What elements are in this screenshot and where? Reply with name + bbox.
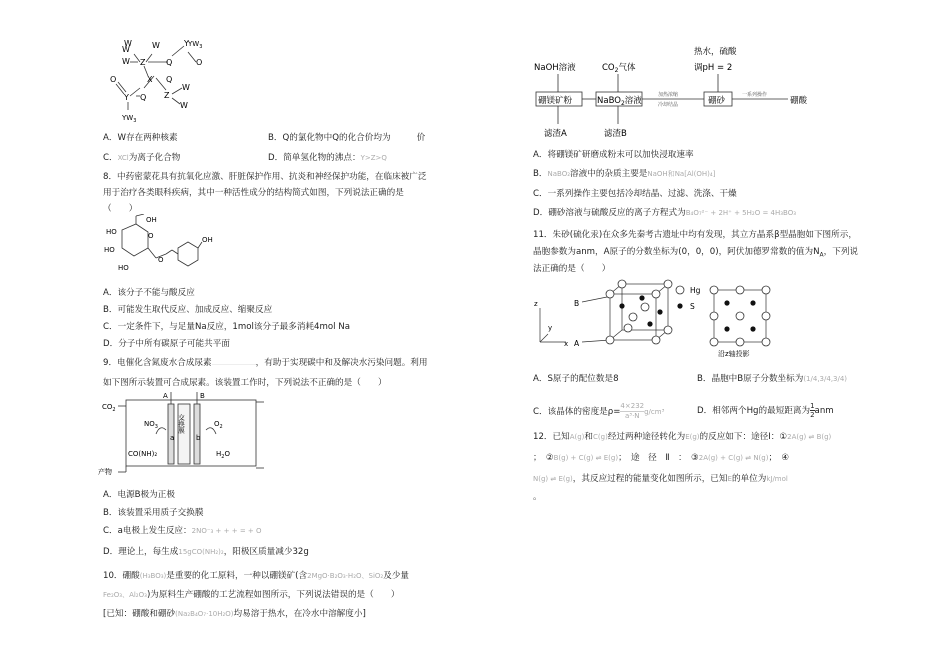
flow-box-nabo2: NaBO$_2$溶液 bbox=[597, 96, 642, 107]
q11-option-d[interactable]: D．相邻两个Hg的最短距离为 $\frac{1}{2}$ anm bbox=[697, 402, 834, 419]
q8-paren: （ ） bbox=[103, 204, 138, 214]
flow-arrow-label-3: 一系列操作 bbox=[742, 92, 768, 98]
q10-flow-diagram bbox=[528, 40, 828, 140]
q11-stem-line1: 11．朱砂(硫化汞)在众多先秦考古遗址中均有发现，其立方晶系β型晶胞如下图所示， bbox=[533, 230, 857, 240]
fig-q3: Q bbox=[166, 75, 173, 84]
q8-stem-line2: 用于治疗各类眼科疾病，其中一种活性成分的结构简式如图，下列说法正确的是 bbox=[103, 188, 404, 198]
q7-option-a[interactable]: A．W存在两种核素 bbox=[103, 133, 178, 143]
q7-structure-figure bbox=[100, 38, 230, 126]
q11-axis-x: x bbox=[564, 340, 569, 348]
fig-w1: W bbox=[124, 39, 132, 48]
q8-ho-2: HO bbox=[104, 246, 115, 254]
q11-projection-label: 沿z轴投影 bbox=[718, 350, 750, 358]
fig-z1: Z bbox=[140, 58, 146, 67]
q11-option-b[interactable]: B．晶胞中B原子分数坐标为(1/4,3/4,3/4) bbox=[697, 374, 848, 384]
q11-legend-hg: Hg bbox=[690, 286, 701, 295]
q8-structure-figure bbox=[98, 214, 228, 278]
q8-oh-top: OH bbox=[146, 216, 157, 224]
q11-stem-line3: 法正确的是（ ） bbox=[533, 264, 611, 274]
fig-q1: Q bbox=[166, 58, 173, 67]
fig-o2: O bbox=[110, 75, 117, 84]
fig-wr: W bbox=[180, 101, 188, 110]
q11-label-b: B bbox=[574, 299, 580, 308]
q8-o-link: O bbox=[158, 256, 164, 264]
flow-reagent-hot-water: 热水，硫酸 bbox=[694, 47, 737, 57]
flow-residue-b: 滤渣B bbox=[604, 129, 627, 139]
q10-note: [已知：硼酸和硼砂(Na₂B₄O₇·10H₂O)均易溶于热水，在冷水中溶解度小] bbox=[103, 609, 366, 619]
q9-option-b[interactable]: B．该装置采用质子交换膜 bbox=[103, 508, 204, 518]
fig-wx: W bbox=[122, 45, 130, 54]
q10-stem-line1: 10．硼酸(H₃BO₃)是重要的化工原料，一种以硼镁矿(含2MgO·B₂O₃·H₂O、SiO₂及少量 bbox=[103, 571, 410, 581]
q9-o2: $O_2$ bbox=[214, 420, 223, 430]
flow-box-borax: 硼砂 bbox=[708, 96, 726, 106]
q12-line1: 12．已知A(g)和C(g)经过两种途径转化为E(g)的反应如下：途径Ⅰ：①2A(g) ⇌ B(g) bbox=[533, 432, 832, 442]
fig-o1: O bbox=[196, 58, 203, 67]
q10-option-c[interactable]: C．一系列操作主要包括冷却结晶、过滤、洗涤、干燥 bbox=[533, 189, 737, 199]
q8-option-d[interactable]: D．分子中所有碳原子可能共平面 bbox=[103, 339, 230, 349]
q9-stem-line2: 如下图所示装置可合成尿素。该装置工作时，下列说法不正确的是（ ） bbox=[103, 378, 387, 388]
q8-ho-1: HO bbox=[106, 228, 117, 236]
q8-stem-line1: 8．中药密蒙花具有抗氧化应激、肝脏保护作用、抗炎和神经保护功能，在临床被广泛 bbox=[103, 172, 427, 182]
q11-axis-y: y bbox=[548, 324, 553, 332]
flow-reagent-ph: 调pH = 2 bbox=[694, 63, 733, 73]
fig-w4: W bbox=[182, 83, 190, 92]
q9-product: 产物 bbox=[98, 468, 112, 476]
q8-option-c[interactable]: C．一定条件下，与足量Na反应，1mol该分子最多消耗4mol Na bbox=[103, 322, 350, 332]
q8-option-a[interactable]: A．该分子不能与酸反应 bbox=[103, 288, 195, 298]
flow-reagent-co2: $CO_2$气体 bbox=[602, 63, 636, 74]
fig-y2: Y bbox=[124, 93, 129, 102]
q12-line2: ； ②B(g) + C(g) ⇌ E(g)； 途 径 Ⅱ ： ③2A(g) + C(g) ⇌ N(g)； ④ bbox=[533, 453, 790, 463]
q8-option-b[interactable]: B．可能发生取代反应、加成反应、缩聚反应 bbox=[103, 305, 273, 315]
q11-label-a: A bbox=[574, 339, 580, 348]
flow-product: 硼酸 bbox=[790, 96, 808, 106]
flow-arrow-label-1: 加热浓缩 bbox=[658, 92, 679, 98]
q9-urea: CO(NH)₂ bbox=[128, 450, 158, 458]
q9-electrode-a: a bbox=[170, 434, 175, 442]
flow-box-ore: 硼镁矿粉 bbox=[538, 96, 573, 106]
q11-option-a[interactable]: A．S原子的配位数是8 bbox=[533, 374, 619, 384]
q12-line3: N(g) ⇌ E(g)，其反应过程的能量变化如图所示，已知E的单位为kJ/mol bbox=[533, 474, 788, 484]
fig-q2: Q bbox=[140, 93, 147, 102]
flow-residue-a: 滤渣A bbox=[544, 129, 567, 139]
flow-reagent-naoh: NaOH溶液 bbox=[534, 63, 576, 73]
fig-yw3b: $YW_3$ bbox=[122, 114, 137, 124]
q11-option-c[interactable]: C．该晶体的密度是ρ= $\frac{4\times 232}{\text{a³·N}}$ g/cm³ bbox=[533, 402, 665, 420]
q12-line4: 。 bbox=[533, 492, 542, 502]
fig-w3: W bbox=[122, 57, 130, 66]
fig-x: X bbox=[147, 75, 153, 84]
q10-option-b[interactable]: B．NaBO₂溶液中的杂质主要是NaOH和Na[Al(OH)₄] bbox=[533, 169, 716, 179]
q9-electrode-b: b bbox=[196, 434, 201, 442]
q7-option-c[interactable]: C．XCl为离子化合物 bbox=[103, 153, 181, 163]
q9-electrolysis-diagram bbox=[98, 390, 273, 480]
flow-arrow-label-2: 冷却结晶 bbox=[658, 102, 679, 108]
q10-stem-line2: Fe₂O₃、Al₂O₃)为原料生产硼酸的工艺流程如图所示，下列说法错误的是（ ） bbox=[103, 590, 400, 600]
q10-option-d[interactable]: D．硼砂溶液与硫酸反应的离子方程式为B₄O₇²⁻ + 2H⁺ + 5H₂O = 4H₃BO₃ bbox=[533, 208, 797, 218]
q8-ho-3: HO bbox=[118, 264, 129, 272]
q9-option-a[interactable]: A．电源B极为正极 bbox=[103, 490, 175, 500]
q9-option-d[interactable]: D．理论上，每生成15gCO(NH₂)₂，阳极区质量减少32g bbox=[103, 547, 309, 557]
q9-membrane: 交换膜 bbox=[177, 414, 185, 434]
q11-axis-z: z bbox=[534, 300, 538, 308]
q8-o-ring: O bbox=[148, 232, 154, 240]
q8-oh-right: OH bbox=[202, 236, 213, 244]
fig-yw3: $YW_3$ bbox=[188, 40, 203, 50]
fig-y1: Y bbox=[184, 39, 189, 48]
q9-h2o: $H_2O$ bbox=[216, 450, 230, 460]
q9-label-b: B bbox=[200, 392, 205, 400]
q11-stem-line2: 晶胞参数为anm，A原子的分数坐标为(0，0，0)，阿伏加德罗常数的值为$N_A$，下列说 bbox=[533, 247, 859, 259]
q9-co2: $CO_2$ bbox=[102, 403, 116, 413]
q9-no3: $NO_3$ bbox=[144, 420, 158, 430]
q11-crystal-diagram bbox=[530, 276, 780, 360]
q9-option-c[interactable]: C．a电极上发生反应：2NO⁻₃ + + + = + O bbox=[103, 526, 262, 536]
q10-option-a[interactable]: A．将硼镁矿研磨成粉末可以加快浸取速率 bbox=[533, 150, 694, 160]
fig-z2: Z bbox=[164, 91, 170, 100]
q9-label-a: A bbox=[163, 392, 168, 400]
fig-w2: W bbox=[152, 41, 160, 50]
q9-stem-line1: 9．电催化含氮废水合成尿素 ，有助于实现碳中和及解决水污染问题。利用 bbox=[103, 358, 428, 368]
q7-option-b[interactable]: B．Q的氯化物中Q的化合价均为 价 bbox=[268, 133, 426, 143]
q7-option-d[interactable]: D．简单氢化物的沸点：Y>Z>Q bbox=[268, 153, 387, 163]
q11-legend-s: S bbox=[690, 302, 695, 311]
